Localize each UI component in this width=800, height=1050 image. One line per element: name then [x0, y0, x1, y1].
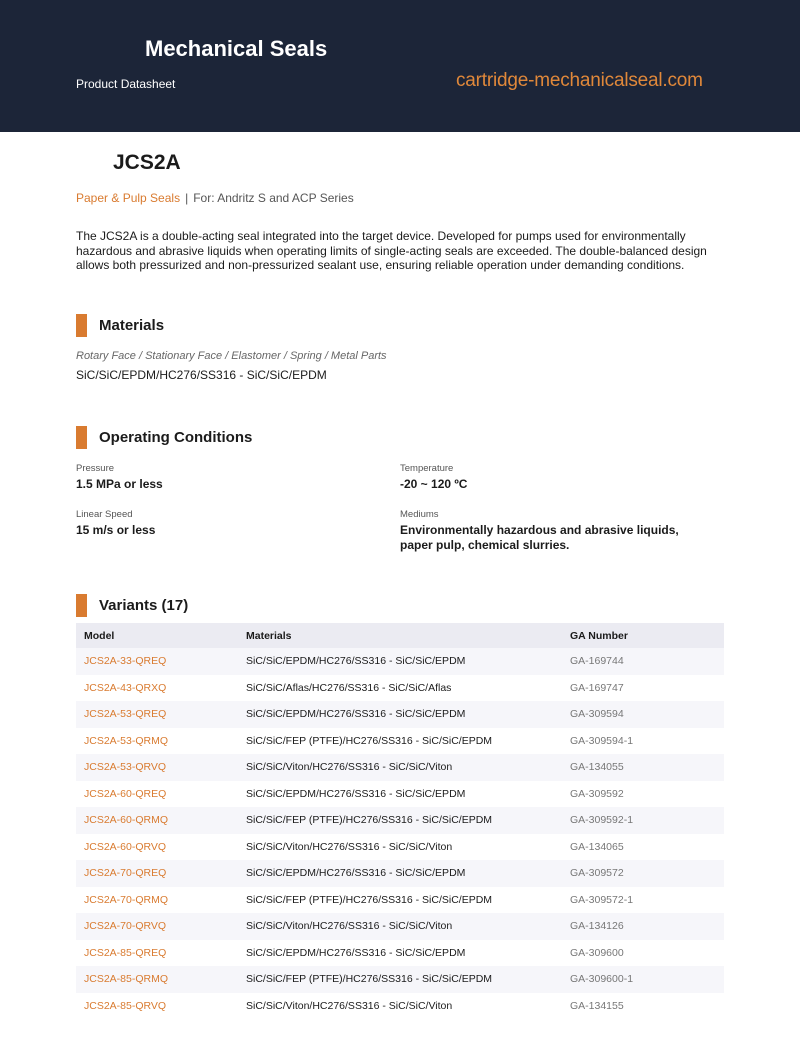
product-description: The JCS2A is a double-acting seal integrated into the target device. Developed for pumps used for environmentally hazardous and abrasive liquids when operating limits of single-acting seals are exceeded. The double-balanced design allows both pressurized and non-pressurized sealant use, ensuring reliable operation under demanding conditions. — [76, 229, 707, 272]
temperature-label: Temperature — [400, 463, 454, 474]
variant-model-link[interactable]: JCS2A-53-QREQ — [76, 701, 238, 728]
product-meta — [76, 191, 354, 205]
variant-model-link[interactable]: JCS2A-70-QRVQ — [76, 913, 238, 940]
variant-model-link[interactable]: JCS2A-85-QRVQ — [84, 999, 167, 1012]
variant-materials: SiC/SiC/EPDM/HC276/SS316 - SiC/SiC/EPDM — [246, 946, 466, 959]
table-row — [76, 966, 724, 993]
meta-separator: | — [185, 191, 189, 205]
variant-ga-number: GA-134126 — [562, 913, 724, 940]
conditions-heading-text: Operating Conditions — [99, 429, 253, 446]
variant-materials: SiC/SiC/FEP (PTFE)/HC276/SS316 - SiC/SiC/EPDM — [238, 807, 562, 834]
variant-materials: SiC/SiC/Viton/HC276/SS316 - SiC/SiC/Viton — [238, 913, 562, 940]
temperature-value: -20 ~ 120 ºC — [400, 477, 468, 491]
pressure-value: 1.5 MPa or less — [76, 477, 163, 491]
variants-table — [76, 623, 724, 1019]
section-accent-bar — [76, 314, 87, 337]
variant-ga-number: GA-309594 — [562, 701, 724, 728]
variant-model-link[interactable]: JCS2A-43-QRXQ — [84, 681, 167, 694]
variant-materials: SiC/SiC/EPDM/HC276/SS316 - SiC/SiC/EPDM — [238, 648, 562, 675]
variant-model-link[interactable]: JCS2A-53-QRMQ — [84, 734, 169, 747]
conditions-heading — [76, 426, 252, 449]
table-row — [76, 728, 724, 755]
variant-ga-number: GA-134065 — [570, 840, 624, 853]
variant-model-link[interactable]: JCS2A-85-QRMQ — [76, 966, 238, 993]
column-header-ga-number: GA Number — [562, 623, 724, 648]
variant-model-link[interactable]: JCS2A-70-QREQ — [76, 860, 238, 887]
table-row — [76, 834, 724, 861]
variant-ga-number: GA-134155 — [570, 999, 624, 1012]
table-row — [76, 860, 724, 887]
variant-materials: SiC/SiC/FEP (PTFE)/HC276/SS316 - SiC/SiC/EPDM — [238, 966, 562, 993]
variant-ga-number: GA-309600 — [570, 946, 624, 959]
table-row — [76, 754, 724, 781]
table-row — [76, 807, 724, 834]
header-banner — [0, 0, 800, 132]
variant-ga-number: GA-169747 — [570, 681, 624, 694]
variant-materials: SiC/SiC/FEP (PTFE)/HC276/SS316 - SiC/SiC/EPDM — [246, 734, 493, 747]
variant-ga-number: GA-309592 — [570, 787, 624, 800]
variants-heading — [76, 594, 188, 617]
brand-subtitle: Product Datasheet — [76, 77, 176, 91]
variant-model-link[interactable]: JCS2A-70-QRMQ — [84, 893, 169, 906]
table-row — [76, 887, 724, 914]
variant-materials: SiC/SiC/EPDM/HC276/SS316 - SiC/SiC/EPDM — [238, 860, 562, 887]
variant-materials: SiC/SiC/Viton/HC276/SS316 - SiC/SiC/Viton — [246, 840, 453, 853]
linear-speed-value: 15 m/s or less — [76, 523, 156, 537]
linear-speed-label: Linear Speed — [76, 509, 133, 520]
table-row — [76, 701, 724, 728]
mediums-block — [400, 509, 700, 552]
variant-ga-number: GA-309592-1 — [562, 807, 724, 834]
table-row — [76, 913, 724, 940]
materials-heading-text: Materials — [99, 317, 165, 334]
website-link[interactable]: cartridge-mechanicalseal.com — [456, 70, 703, 91]
materials-heading — [76, 314, 164, 337]
variant-ga-number: GA-309572-1 — [570, 893, 634, 906]
variant-ga-number: GA-134055 — [562, 754, 724, 781]
column-header-materials: Materials — [238, 623, 562, 648]
variant-materials: SiC/SiC/Aflas/HC276/SS316 - SiC/SiC/Aflas — [246, 681, 452, 694]
temperature-block — [400, 463, 467, 492]
variants-table-body — [76, 648, 724, 1019]
table-row — [76, 675, 724, 702]
variant-materials: SiC/SiC/EPDM/HC276/SS316 - SiC/SiC/EPDM — [238, 701, 562, 728]
materials-value: SiC/SiC/EPDM/HC276/SS316 - SiC/SiC/EPDM — [76, 368, 327, 382]
variant-ga-number: GA-309572 — [562, 860, 724, 887]
variant-ga-number: GA-169744 — [562, 648, 724, 675]
mediums-label: Mediums — [400, 509, 439, 520]
variant-model-link[interactable]: JCS2A-60-QRVQ — [84, 840, 167, 853]
variant-model-link[interactable]: JCS2A-33-QREQ — [76, 648, 238, 675]
pressure-label: Pressure — [76, 463, 115, 474]
column-header-model: Model — [76, 623, 238, 648]
product-title: JCS2A — [113, 151, 181, 174]
section-accent-bar — [76, 426, 87, 449]
variant-ga-number: GA-309594-1 — [570, 734, 634, 747]
variant-model-link[interactable]: JCS2A-60-QRMQ — [76, 807, 238, 834]
variant-materials: SiC/SiC/Viton/HC276/SS316 - SiC/SiC/Viton — [246, 999, 453, 1012]
brand-title: Mechanical Seals — [145, 36, 328, 61]
materials-label: Rotary Face / Stationary Face / Elastomer / Spring / Metal Parts — [76, 350, 387, 362]
application-text: For: Andritz S and ACP Series — [193, 191, 354, 205]
pressure-block — [76, 463, 163, 492]
variants-heading-text: Variants (17) — [99, 597, 189, 614]
variant-ga-number: GA-309600-1 — [562, 966, 724, 993]
linear-speed-block — [76, 509, 155, 538]
variant-materials: SiC/SiC/Viton/HC276/SS316 - SiC/SiC/Viton — [238, 754, 562, 781]
section-accent-bar — [76, 594, 87, 617]
table-row — [76, 993, 724, 1020]
mediums-value: Environmentally hazardous and abrasive liquids, paper pulp, chemical slurries. — [400, 523, 679, 552]
variant-model-link[interactable]: JCS2A-60-QREQ — [84, 787, 167, 800]
variant-model-link[interactable]: JCS2A-53-QRVQ — [76, 754, 238, 781]
variant-materials: SiC/SiC/FEP (PTFE)/HC276/SS316 - SiC/SiC/EPDM — [246, 893, 493, 906]
variant-model-link[interactable]: JCS2A-85-QREQ — [84, 946, 167, 959]
table-row — [76, 648, 724, 675]
variant-materials: SiC/SiC/EPDM/HC276/SS316 - SiC/SiC/EPDM — [246, 787, 466, 800]
category-link[interactable]: Paper & Pulp Seals — [76, 191, 181, 205]
table-header-row — [76, 623, 724, 648]
table-row — [76, 781, 724, 808]
table-row — [76, 940, 724, 967]
